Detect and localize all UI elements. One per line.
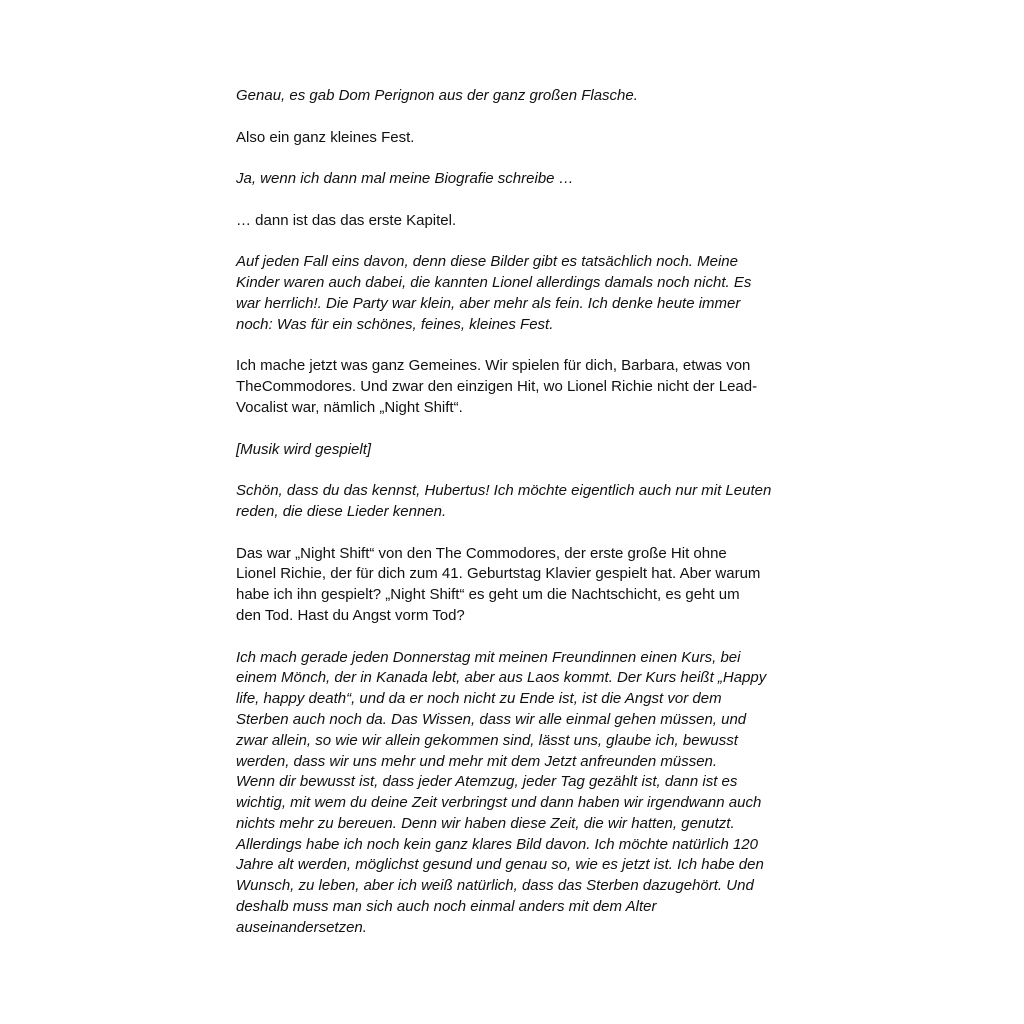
paragraph: Ich mache jetzt was ganz Gemeines. Wir spielen für dich, Barbara, etwas von TheCommodores. Und zwar den einzigen Hit, wo Lionel Richie nicht der Lead- Vocalist war, nämlich „Night Shift“. — [236, 357, 758, 416]
document-page — [236, 86, 796, 959]
paragraph: … dann ist das das erste Kapitel. — [236, 211, 457, 229]
paragraph: Ich mach gerade jeden Donnerstag mit meinen Freundinnen einen Kurs, bei einem Mönch, der in Kanada lebt, aber aus Laos kommt. Der Kurs heißt „Happy life, happy death“, und da er noch nicht zu Ende ist, ist die Angst vor dem Sterben auch noch da. Das Wissen, dass wir alle einmal gehen müssen, und zwar allein, so wie wir allein gekommen sind, lässt uns, glaube ich, bewusst werden, dass wir uns mehr und mehr mit dem Jetzt anfreunden müssen. Wenn dir bewusst ist, dass jeder Atemzug, jeder Tag gezählt ist, dann ist es wichtig, mit wem du deine Zeit verbringst und dann haben wir irgendwann auch nichts mehr zu bereuen. Denn wir haben diese Zeit, die wir hatten, genutzt. Allerdings habe ich noch kein ganz klares Bild davon. Ich möchte natürlich 120 Jahre alt werden, möglichst gesund und genau so, wie es jetzt ist. Ich habe den Wunsch, zu leben, aber ich weiß natürlich, dass das Sterben dazugehört. Und deshalb muss man sich auch noch einmal anders mit dem Alter auseinandersetzen. — [236, 648, 767, 936]
paragraph: Auf jeden Fall eins davon, denn diese Bilder gibt es tatsächlich noch. Meine Kinder waren auch dabei, die kannten Lionel allerdings damals noch nicht. Es war herrlich!. Die Party war klein, aber mehr als fein. Ich denke heute immer noch: Was für ein schönes, feines, kleines Fest. — [236, 253, 752, 333]
paragraph: [Musik wird gespielt] — [236, 440, 372, 458]
paragraph: Das war „Night Shift“ von den The Commodores, der erste große Hit ohne Lionel Richie, der für dich zum 41. Geburtstag Klavier gespielt hat. Aber warum habe ich ihn gespielt? „Night Shift“ es geht um die Nachtschicht, es geht um den Tod. Hast du Angst vorm Tod? — [236, 544, 761, 624]
paragraph: Genau, es gab Dom Perignon aus der ganz großen Flasche. — [236, 87, 638, 104]
paragraph: Schön, dass du das kennst, Hubertus! Ich möchte eigentlich auch nur mit Leuten reden, die diese Lieder kennen. — [236, 482, 772, 520]
paragraph: Also ein ganz kleines Fest. — [236, 128, 415, 146]
paragraph: Ja, wenn ich dann mal meine Biografie schreibe … — [236, 170, 574, 188]
